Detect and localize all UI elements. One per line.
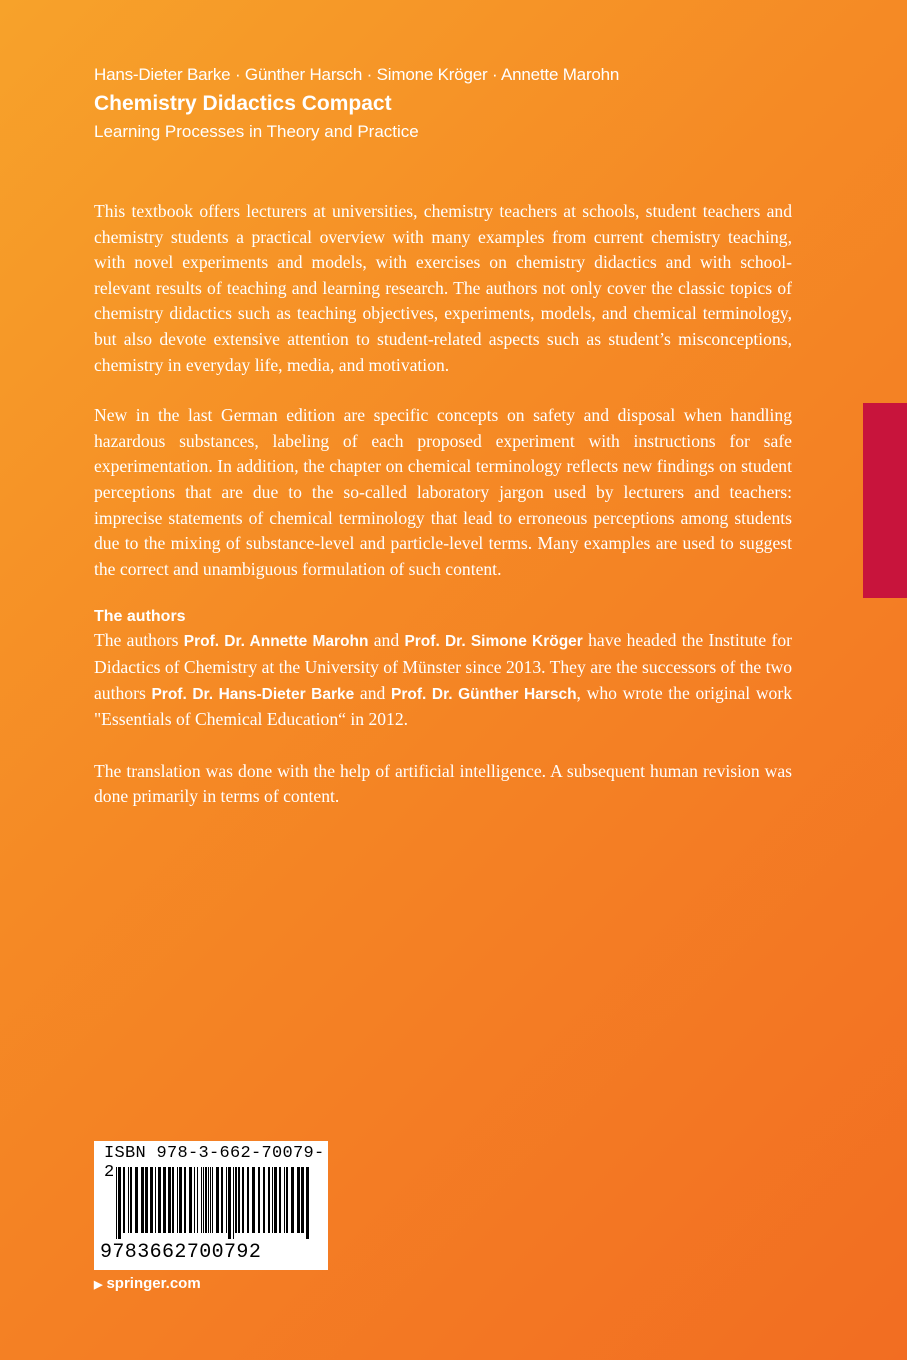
barcode-bar bbox=[242, 1167, 244, 1233]
barcode-bar bbox=[179, 1167, 182, 1233]
barcode-bar bbox=[297, 1167, 300, 1233]
color-tab bbox=[863, 403, 907, 598]
authors-paragraph bbox=[94, 628, 792, 732]
barcode-bar bbox=[247, 1167, 249, 1233]
barcode-bar bbox=[212, 1167, 213, 1233]
barcode-bar bbox=[189, 1167, 192, 1233]
barcode-digits: 9783662700792 bbox=[100, 1241, 262, 1264]
barcode-bar bbox=[135, 1167, 138, 1233]
barcode-bar bbox=[118, 1167, 121, 1239]
barcode-bar bbox=[306, 1167, 309, 1239]
barcode-bar bbox=[226, 1167, 227, 1233]
publisher-url: springer.com bbox=[106, 1275, 201, 1292]
blurb-paragraph-1: This textbook offers lecturers at universities, chemistry teachers at schools, student teachers and chemistry students a practical overview with many examples from current chemistry teaching, with novel experiments and models, with exercises on chemistry didactics and with school-relevant results of teaching and learning research. The authors not only cover the classic topics of chemistry didactics such as teaching objectives, experiments, models, and chemical terminology, but also devote extensive attention to student-related aspects such as student’s misconceptions, chemistry in everyday life, media, and motivation. bbox=[94, 201, 792, 375]
barcode-bar bbox=[123, 1167, 125, 1233]
blurb-paragraph-2: New in the last German edition are specific concepts on safety and disposal when handling hazardous substances, labeling of each proposed experiment with instructions for safe experimentation. In addition, the chapter on chemical terminology reflects new findings on student perceptions that are due to the so-called laboratory jargon used by lecturers and teachers: imprecise statements of chemical terminology that lead to erroneous perceptions among students due to the mixing of substance-level and particle-level terms. Many examples are used to suggest the correct and unambiguous formulation of such content. bbox=[94, 405, 792, 579]
barcode-bar bbox=[238, 1167, 240, 1233]
barcode-bar bbox=[128, 1167, 129, 1233]
barcode-bar bbox=[130, 1167, 132, 1233]
author-name-barke: Prof. Dr. Hans-Dieter Barke bbox=[151, 685, 355, 703]
barcode-bar bbox=[284, 1167, 285, 1233]
authors-heading: The authors bbox=[94, 608, 186, 626]
barcode-bar bbox=[177, 1167, 178, 1233]
arrow-icon: ▶ bbox=[94, 1279, 103, 1291]
cover-header bbox=[94, 64, 814, 143]
barcode-bar bbox=[235, 1167, 237, 1233]
book-subtitle: Learning Processes in Theory and Practice bbox=[94, 122, 419, 141]
barcode-bar bbox=[216, 1167, 219, 1233]
author-name-marohn: Prof. Dr. Annette Marohn bbox=[183, 633, 369, 651]
barcode-bar bbox=[279, 1167, 281, 1233]
book-title: Chemistry Didactics Compact bbox=[94, 92, 392, 115]
blurb bbox=[94, 199, 792, 810]
barcode-bar bbox=[158, 1167, 161, 1233]
barcode-bar bbox=[194, 1167, 195, 1233]
author-names: Hans-Dieter Barke · Günther Harsch · Simone Kröger · Annette Marohn bbox=[94, 65, 620, 84]
barcode-bar bbox=[184, 1167, 186, 1233]
barcode-bar bbox=[203, 1167, 204, 1233]
barcode-bar bbox=[201, 1167, 202, 1233]
barcode-bar bbox=[168, 1167, 171, 1233]
translation-note: The translation was done with the help of artificial intelligence. A subsequent human revision was done primarily in terms of content. bbox=[94, 760, 792, 807]
barcode-bar bbox=[197, 1167, 198, 1233]
barcode-bar bbox=[163, 1167, 166, 1233]
barcode-bar bbox=[210, 1167, 211, 1233]
barcode-bar bbox=[116, 1167, 117, 1239]
barcode-bar bbox=[272, 1167, 273, 1233]
barcode-bars bbox=[116, 1167, 312, 1239]
barcode-bar bbox=[141, 1167, 144, 1233]
authors-text-1: The authors bbox=[94, 630, 184, 651]
isbn-barcode bbox=[94, 1141, 328, 1270]
barcode-bar bbox=[252, 1167, 255, 1233]
barcode-bar bbox=[268, 1167, 270, 1233]
barcode-bar bbox=[172, 1167, 174, 1233]
authors-text-5: , who wrote the original work "Essentials of Chemical Education“ in 2012. bbox=[94, 682, 793, 730]
publisher-link[interactable] bbox=[94, 1275, 201, 1292]
authors-text-2: and bbox=[368, 630, 405, 651]
barcode-bar bbox=[145, 1167, 148, 1233]
barcode-bar bbox=[233, 1167, 234, 1239]
barcode-bar bbox=[208, 1167, 209, 1233]
barcode-bar bbox=[205, 1167, 207, 1233]
authors-text-3: have headed the Institute for Didactics of Chemistry at the University of Münster since 2013. They are the successors of the two authors bbox=[94, 630, 792, 703]
barcode-bar bbox=[228, 1167, 231, 1239]
author-name-harsch: Prof. Dr. Günther Harsch bbox=[391, 685, 577, 703]
isbn-label: ISBN 978-3-662-70079-2 bbox=[104, 1144, 325, 1182]
barcode-bar bbox=[155, 1167, 156, 1233]
barcode-bar bbox=[274, 1167, 277, 1233]
barcode-bar bbox=[286, 1167, 288, 1233]
authors-text-4: and bbox=[354, 682, 391, 703]
barcode-bar bbox=[263, 1167, 265, 1233]
barcode-bar bbox=[258, 1167, 260, 1233]
barcode-bar bbox=[301, 1167, 304, 1233]
author-name-kroger: Prof. Dr. Simone Kröger bbox=[404, 633, 583, 651]
barcode-bar bbox=[291, 1167, 294, 1233]
barcode-bar bbox=[150, 1167, 153, 1233]
barcode-bar bbox=[221, 1167, 223, 1233]
